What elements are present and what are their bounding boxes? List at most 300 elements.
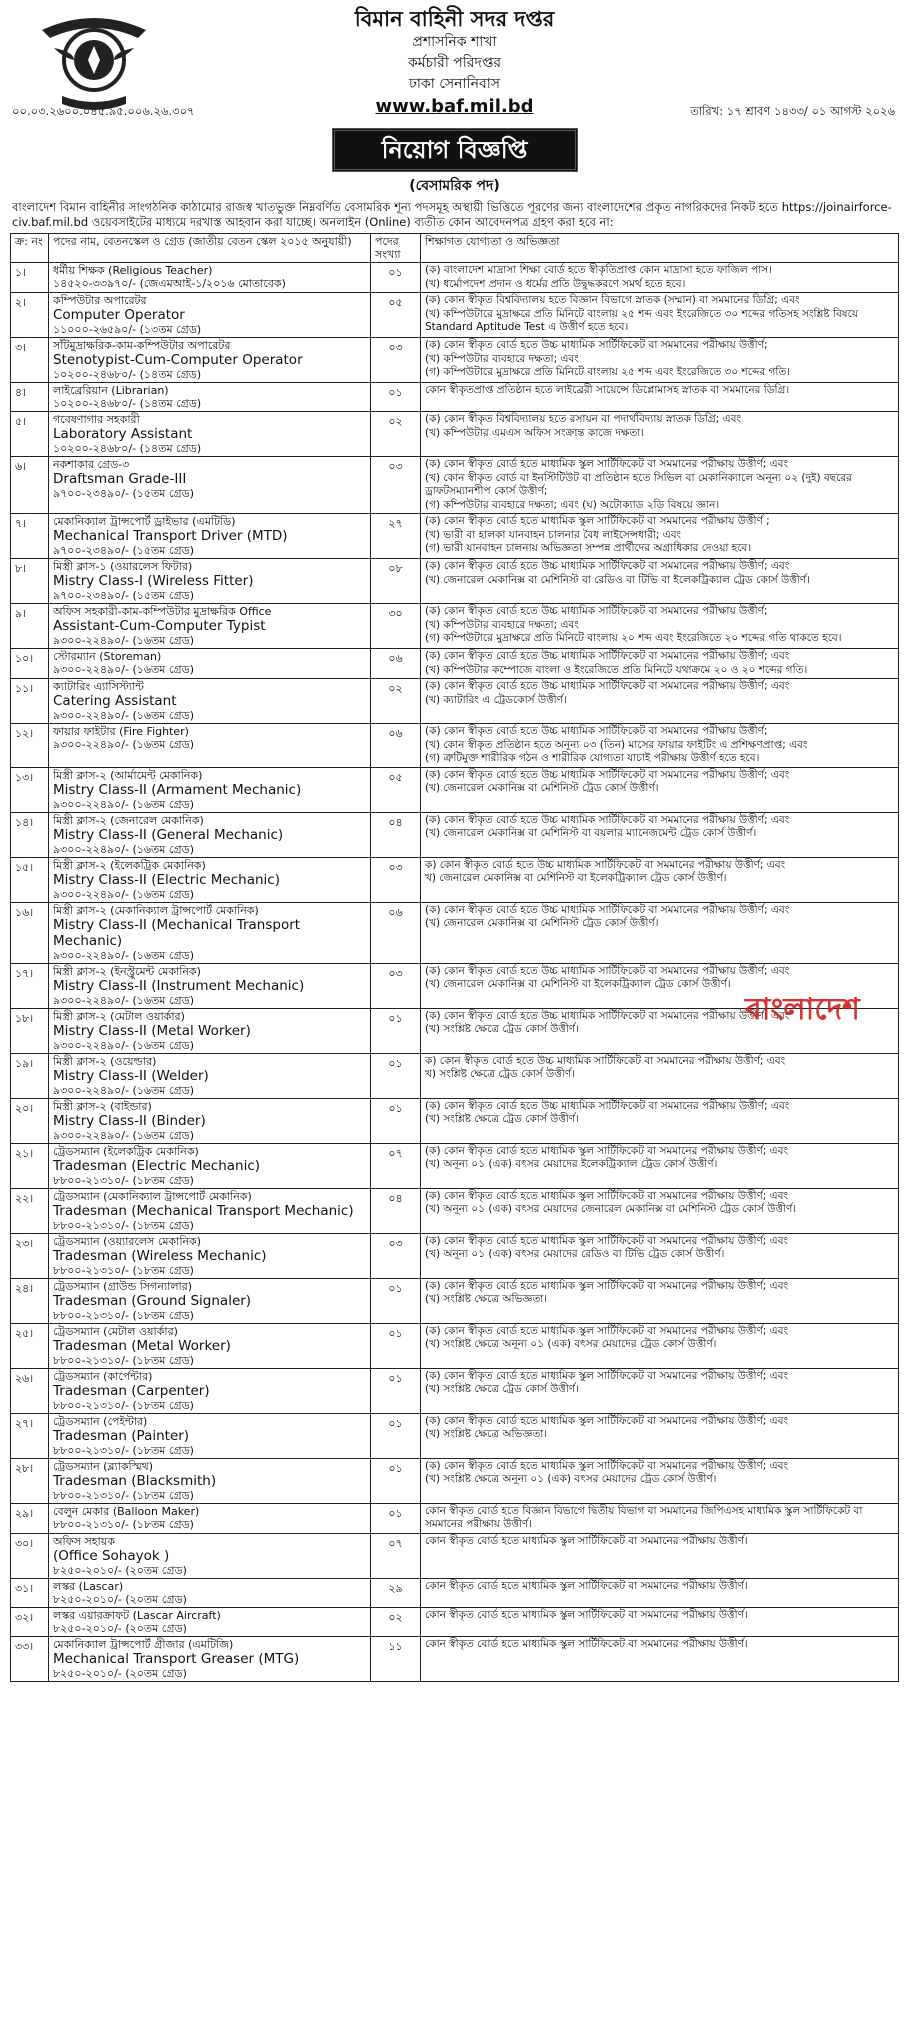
- qualification-line: (খ) ভারী বা হালকা যানবাহন চালনার বৈধ লাইসেন্সধারী; এবং: [425, 528, 682, 541]
- post-cell: [49, 383, 371, 412]
- post-count: ০১: [388, 1281, 403, 1295]
- qualification-cell: [421, 679, 899, 724]
- post-count: ০৩: [388, 460, 403, 473]
- post-cell: [49, 649, 371, 679]
- serial-cell: [11, 1458, 49, 1503]
- post-cell: [49, 412, 371, 457]
- branch: প্রশাসনিক শাখা: [412, 34, 497, 50]
- post-cell: [49, 1533, 371, 1578]
- serial-cell: [11, 1188, 49, 1233]
- col-serial: ক্র: নং: [11, 234, 49, 263]
- serial-number: ২৩।: [15, 1236, 34, 1250]
- post-count-cell: [371, 902, 421, 963]
- intro-paragraph: বাংলাদেশ বিমান বাহিনীর সাংগঠনিক কাঠামোর রাজস্ব খাতভুক্ত নিম্নবর্ণিত বেসামরিক শূন্য পদসমূহ অস্থায়ী ভিত্তিতে পূরণের জন্য বাংলাদেশের প্রকৃত নাগরিকদের নিকট হতে https://joinairforce-civ.baf.mil.bd ওয়েবসাইটের মাধ্যমে দরখাস্ত আহবান করা যাচ্ছে। অনলাইন (Online) ব্যতীত কোন আবেদনপত্র গ্রহণ করা হবে না:: [12, 200, 892, 229]
- table-row: [11, 649, 899, 679]
- post-cell: [49, 902, 371, 963]
- post-count: ০৬: [388, 652, 403, 665]
- qualification-cell: [421, 1323, 899, 1368]
- serial-cell: [11, 1607, 49, 1636]
- qualification-cell: [421, 383, 899, 412]
- post-count: ০৬: [388, 727, 403, 740]
- post-name-bn: লাইব্রেরিয়ান (Librarian): [53, 384, 169, 397]
- qualification-line: কোন স্বীকৃত বোর্ড হতে মাধ্যমিক স্কুল সার্টিফিকেট বা সমমানের পরীক্ষায় উত্তীর্ণ।: [425, 1608, 748, 1621]
- serial-cell: [11, 1578, 49, 1607]
- pay-scale: ৮৮০০-২১৩১০/- (১৮তম গ্রেড): [53, 1398, 194, 1412]
- table-row: [11, 1458, 899, 1503]
- post-count-cell: [371, 1053, 421, 1098]
- qualification-line: (খ) সংশ্লিষ্ট ক্ষেত্রে অভিজ্ঞতা।: [425, 1293, 548, 1305]
- qualification-line: (খ) অনূন্য ০১ (এক) বৎসর মেয়াদের রেডিও বা টিভি ট্রেড কোর্স উত্তীর্ণ।: [425, 1248, 725, 1260]
- post-name-bn: ট্রেডসম্যান (গ্রাউন্ড সিগন্যালার): [53, 1279, 193, 1293]
- post-count-cell: [371, 604, 421, 649]
- qualification-line: (ক) কোন স্বীকৃত বোর্ড হতে মাধ্যমিক স্কুল সার্টিফিকেট বা সমমানের পরীক্ষায় উত্তীর্ণ; এবং: [425, 1144, 789, 1157]
- serial-cell: [11, 1098, 49, 1143]
- qualification-line: (খ) অনূন্য ০১ (এক) বৎসর মেয়াদের ইলেকট্রিক্যাল ট্রেড কোর্স উত্তীর্ণ।: [425, 1158, 718, 1170]
- post-name-bn: ট্রেডসম্যান (মেটাল ওয়ার্কার): [53, 1324, 178, 1338]
- qualification-cell: [421, 559, 899, 604]
- post-count: ০১: [388, 1326, 403, 1340]
- qualification-line: (খ) ধর্মোপদেশ প্রদান ও ধর্মের প্রতি উদ্বুদ্ধকরণে সমর্থ হতে হবে।: [425, 277, 686, 290]
- qualification-cell: [421, 1578, 899, 1607]
- post-cell: [49, 679, 371, 724]
- qualification-line: কোন স্বীকৃতপ্রাপ্ত প্রতিষ্ঠান হতে লাইব্রেরী সায়েন্সে ডিপ্লোমাসহ স্নাতক বা সমমানের ডিগ্রি।: [425, 384, 790, 396]
- col-post: পদের নাম, বেতনস্কেল ও গ্রেড (জাতীয় বেতন স্কেল ২০১৫ অনুযায়ী): [49, 234, 371, 263]
- post-name-en: (Office Sohayok ): [53, 1547, 170, 1564]
- pay-scale: ৯৭০০-২৩৪৯০/- (১৫তম গ্রেড): [53, 487, 194, 500]
- post-name-en: Assistant-Cum-Computer Typist: [53, 618, 266, 634]
- post-cell: [49, 1578, 371, 1607]
- qualification-line: (ক) কোন স্বীকৃত বোর্ড হতে উচ্চ মাধ্যমিক সার্টিফিকেট বা সমমানের পরীক্ষায় উত্তীর্ণ;: [425, 725, 768, 737]
- qualification-line: কোন স্বীকৃত বোর্ড হতে মাধ্যমিক স্কুল সার্টিফিকেট বা সমমানের পরীক্ষায় উত্তীর্ণ।: [425, 1579, 748, 1592]
- post-name-bn: গবেষণাগার সহকারী: [53, 413, 140, 426]
- post-count: ০১: [388, 1371, 403, 1385]
- post-name-bn: ট্রেডসম্যান (ওয়্যারলেস মেকানিক): [53, 1234, 202, 1248]
- post-name-bn: অফিস সহায়ক: [53, 1534, 115, 1548]
- qualification-line: (গ) কম্পিউটার ব্যবহারে দক্ষতা; এবং (ঘ) অটোক্যাড ২ডি বিষয়ে জ্ঞান।: [425, 498, 720, 511]
- qualification-line: (ক) কোন স্বীকৃত বোর্ড হতে মাধ্যমিক স্কুল সার্টিফিকেট বা সমমানের পরীক্ষায় উত্তীর্ণ; এবং: [425, 458, 789, 470]
- table-row: [11, 1278, 899, 1323]
- post-cell: [49, 1143, 371, 1188]
- serial-number: ১।: [15, 266, 27, 279]
- post-name-bn: মিস্ত্রী ক্লাস-২ (আর্মামেন্ট মেকানিক): [53, 768, 203, 782]
- post-name-en: Tradesman (Painter): [53, 1427, 190, 1444]
- post-name-bn: ট্রেডসম্যান (ব্ল্যাকস্মিথ): [53, 1459, 154, 1473]
- serial-number: ১৫।: [15, 860, 34, 874]
- qualification-line: (ক) কোন স্বীকৃত বোর্ড হতে মাধ্যমিক স্কুল সার্টিফিকেট বা সমমানের পরীক্ষায় উত্তীর্ণ; এবং: [425, 1324, 789, 1337]
- post-count-cell: [371, 1188, 421, 1233]
- serial-cell: [11, 724, 49, 768]
- post-count: ০৩: [388, 341, 403, 354]
- qualification-line: খ) জেনারেল মেকানিক্স বা মেশিনিস্ট বা ইলেকট্রিক্যাল ট্রেড কোর্স উত্তীর্ণ।: [425, 872, 727, 884]
- serial-cell: [11, 812, 49, 857]
- qualification-line: (খ) অনূন্য ০১ (এক) বৎসর মেয়াদের জেনারেল মেকানিক্স বা মেশিনিস্ট ট্রেড কোর্স উত্তীর্ণ।: [425, 1203, 797, 1215]
- serial-cell: [11, 767, 49, 812]
- post-count-cell: [371, 1578, 421, 1607]
- pay-scale: ৮৮০০-২১৩১০/- (১৮তম গ্রেড): [53, 1353, 194, 1367]
- post-name-bn: মেকানিক্যাল ট্রান্সপোর্ট গ্রীজার (এমটিজি): [53, 1637, 234, 1651]
- qualification-line: (খ) জেনারেল মেকানিক্স বা মেশিনিস্ট বা বয়লার ম্যানেজমেন্ট ট্রেড কোর্স উত্তীর্ণ।: [425, 827, 757, 839]
- post-name-bn: মিস্ত্রী ক্লাস-২ (জেনারেল মেকানিক): [53, 813, 204, 827]
- post-name-en: Mistry Class-II (Instrument Mechanic): [53, 977, 305, 994]
- serial-number: ৫।: [15, 415, 27, 428]
- post-cell: [49, 963, 371, 1008]
- qualification-cell: [421, 1188, 899, 1233]
- post-count: ০৬: [388, 905, 403, 919]
- post-name-en: Mechanical Transport Greaser (MTG): [53, 1650, 300, 1667]
- qualification-cell: [421, 1533, 899, 1578]
- qualification-line: (ক) কোন স্বীকৃত বোর্ড হতে উচ্চ মাধ্যমিক সার্টিফিকেট বা সমমানের পরীক্ষায় উত্তীর্ণ;: [425, 605, 768, 617]
- post-cell: [49, 1053, 371, 1098]
- serial-cell: [11, 1413, 49, 1458]
- table-row: [11, 1323, 899, 1368]
- post-count-cell: [371, 1008, 421, 1053]
- post-count-cell: [371, 383, 421, 412]
- post-name-en: Mistry Class-II (Binder): [53, 1112, 206, 1129]
- post-name-en: Mistry Class-II (Mechanical Transport Mechanic): [53, 916, 301, 949]
- post-count-cell: [371, 263, 421, 293]
- post-count-cell: [371, 1368, 421, 1413]
- qualification-cell: [421, 293, 899, 338]
- serial-number: ১৯।: [15, 1056, 34, 1070]
- serial-number: ২৫।: [15, 1326, 34, 1340]
- col-count: পদের সংখ্যা: [371, 234, 421, 263]
- pay-scale: ৮৮০০-২১৩১০/- (১৮তম গ্রেড): [53, 1173, 194, 1187]
- pay-scale: ৮৮০০-২১৩১০/- (১৮তম গ্রেড): [53, 1308, 194, 1322]
- table-row: [11, 293, 899, 338]
- table-row: [11, 1413, 899, 1458]
- serial-cell: [11, 1278, 49, 1323]
- table-row: [11, 1503, 899, 1533]
- post-cell: [49, 293, 371, 338]
- qualification-line: কোন স্বীকৃত বোর্ড হতে মাধ্যমিক স্কুল সার্টিফিকেট বা সমমানের পরীক্ষায় উত্তীর্ণ।: [425, 1637, 748, 1650]
- qualification-line: ক) কোন স্বীকৃত বোর্ড হতে উচ্চ মাধ্যমিক সার্টিফিকেট বা সমমানের পরীক্ষায় উত্তীর্ণ; এবং: [425, 858, 786, 871]
- serial-number: ৪।: [15, 386, 27, 399]
- post-cell: [49, 1188, 371, 1233]
- qualification-line: (ক) কোন স্বীকৃত বোর্ড হতে উচ্চ মাধ্যমিক সার্টিফিকেট বা সমমানের পরীক্ষায় উত্তীর্ণ; এবং: [425, 1009, 790, 1022]
- table-row: [11, 412, 899, 457]
- post-count: ০১: [388, 1011, 403, 1025]
- table-row: [11, 457, 899, 514]
- pay-scale: ৮২৫০-২০১০/- (২০তম গ্রেড): [53, 1621, 187, 1635]
- post-name-bn: মিস্ত্রী ক্লাস-২ (মেকানিক্যাল ট্রান্সপোর্ট মেকানিক): [53, 903, 259, 917]
- serial-cell: [11, 1503, 49, 1533]
- post-count: ০১: [388, 1506, 403, 1520]
- post-name-bn: নকশাকার গ্রেড-৩: [53, 458, 130, 471]
- post-count-cell: [371, 1098, 421, 1143]
- post-name-en: Catering Assistant: [53, 693, 177, 709]
- post-name-en: Tradesman (Mechanical Transport Mechanic): [53, 1202, 354, 1219]
- post-name-en: Tradesman (Ground Signaler): [53, 1292, 252, 1309]
- serial-number: ৯।: [15, 607, 27, 620]
- serial-cell: [11, 902, 49, 963]
- post-name-bn: ট্রেডসম্যান (পেইন্টার): [53, 1414, 148, 1428]
- post-count: ০১: [388, 1461, 403, 1475]
- post-count: ০৭: [388, 1146, 403, 1160]
- pay-scale: ৮২৫০-২০১০/- (২০তম গ্রেড): [53, 1563, 187, 1577]
- post-name-bn: মিস্ত্রী ক্লাস-২ (ইলেকট্রিক মেকানিক): [53, 858, 206, 872]
- post-name-en: Tradesman (Wireless Mechanic): [53, 1247, 267, 1264]
- pay-scale: ৯৭০০-২৩৪৯০/- (১৫তম গ্রেড): [53, 589, 194, 602]
- table-row: [11, 857, 899, 902]
- qualification-line: (গ) ত্রুটিমুক্ত শারীরিক গঠন ও শারীরিক যোগ্যতা যাচাই পরীক্ষায় উত্তীর্ণ হতে হবে।: [425, 752, 760, 764]
- issue-date: তারিখ: ১৭ শ্রাবণ ১৪৩৩/ ০১ আগস্ট ২০২৬: [690, 104, 895, 118]
- post-name-en: Mistry Class-II (Metal Worker): [53, 1022, 251, 1039]
- post-name-en: Laboratory Assistant: [53, 426, 193, 442]
- qualification-line: (খ) সংশ্লিষ্ট ক্ষেত্রে অভিজ্ঞতা।: [425, 1428, 548, 1440]
- qualification-line: (ক) বাংলাদেশ মাদ্রাসা শিক্ষা বোর্ড হতে স্বীকৃতিপ্রাপ্ত কোন মাদ্রাসা হতে ফাজিল পাস।: [425, 264, 772, 276]
- table-row: [11, 1636, 899, 1681]
- table-row: [11, 263, 899, 293]
- post-count-cell: [371, 1233, 421, 1278]
- qualification-line: (খ) কম্পিউটার কম্পোজে বাংলা ও ইংরেজিতে প্রতি মিনিটে যথাক্রমে ২০ ও ২০ শব্দের গতি।: [425, 663, 808, 676]
- serial-cell: [11, 963, 49, 1008]
- serial-number: ৩২।: [15, 1610, 34, 1624]
- post-cell: [49, 559, 371, 604]
- serial-number: ৮।: [15, 562, 27, 575]
- qualification-line: (ক) কোন স্বীকৃত বোর্ড হতে মাধ্যমিক স্কুল সার্টিফিকেট বা সমমানের পরীক্ষায় উত্তীর্ণ; এবং: [425, 1369, 789, 1382]
- serial-cell: [11, 1533, 49, 1578]
- qualification-line: (ক) কোন স্বীকৃত বোর্ড হতে মাধ্যমিক স্কুল সার্টিফিকেট বা সমমানের পরীক্ষায় উত্তীর্ণ ;: [425, 515, 770, 527]
- post-cell: [49, 1458, 371, 1503]
- post-name-bn: ট্রেডসম্যান (মেকানিক্যাল ট্রান্সপোর্ট মেকানিক): [53, 1189, 252, 1203]
- qualification-cell: [421, 263, 899, 293]
- post-cell: [49, 1503, 371, 1533]
- qualification-line: (ক) কোন স্বীকৃত বোর্ড হতে মাধ্যমিক স্কুল সার্টিফিকেট বা সমমানের পরীক্ষায় উত্তীর্ণ; এবং: [425, 1234, 789, 1247]
- serial-cell: [11, 338, 49, 383]
- serial-number: ১০।: [15, 652, 34, 665]
- post-name-bn: অফিস সহকারী-কাম-কম্পিউটার মুদ্রাক্ষরিক Office: [53, 605, 272, 618]
- serial-cell: [11, 263, 49, 293]
- post-count-cell: [371, 767, 421, 812]
- post-count: ৩০: [388, 607, 403, 620]
- pay-scale: ৮৮০০-২১৩১০/- (১৮তম গ্রেড): [53, 1263, 194, 1277]
- pay-scale: ৯৩০০-২২৪৯০/- (১৬তম গ্রেড): [53, 1083, 194, 1097]
- post-name-bn: কম্পিউটার অপারেটর: [53, 294, 147, 307]
- pay-scale: ১০২০০-২৪৬৮০/- (১৪তম গ্রেড): [53, 368, 202, 381]
- qualification-line: (ক) কোন স্বীকৃত বোর্ড হতে উচ্চ মাধ্যমিক সার্টিফিকেট বা সমমানের পরীক্ষায় উত্তীর্ণ; এবং: [425, 964, 790, 977]
- serial-number: ২৪।: [15, 1281, 34, 1295]
- table-row: [11, 812, 899, 857]
- qualification-cell: [421, 1143, 899, 1188]
- post-cell: [49, 724, 371, 768]
- qualification-line: (ক) কোন স্বীকৃত বোর্ড হতে উচ্চ মাধ্যমিক সার্টিফিকেট বা সমমানের পরীক্ষায় উত্তীর্ণ; এবং: [425, 680, 790, 692]
- post-count-cell: [371, 1278, 421, 1323]
- post-name-bn: ট্রেডসম্যান (কার্পেন্টার): [53, 1369, 153, 1383]
- vacancy-rows: [11, 263, 899, 1682]
- table-row: [11, 1368, 899, 1413]
- qualification-line: ক) কোন স্বীকৃত বোর্ড হতে উচ্চ মাধ্যমিক সার্টিফিকেট বা সমমানের পরীক্ষায় উত্তীর্ণ; এবং: [425, 1054, 786, 1067]
- serial-number: ৭।: [15, 517, 27, 530]
- qualification-line: খ) সংশ্লিষ্ট ক্ষেত্রে ট্রেড কোর্স উত্তীর্ণ।: [425, 1068, 575, 1080]
- serial-cell: [11, 1368, 49, 1413]
- post-count: ০১: [388, 386, 403, 399]
- qualification-line: (ক) কোন স্বীকৃত বোর্ড হতে উচ্চ মাধ্যমিক সার্টিফিকেট বা সমমানের পরীক্ষায় উত্তীর্ণ; এবং: [425, 903, 790, 916]
- post-count-cell: [371, 1458, 421, 1503]
- pay-scale: ৯৩০০-২২৪৯০/- (১৬তম গ্রেড): [53, 634, 194, 647]
- post-count: ০৫: [388, 296, 403, 309]
- notice-subtitle: (বেসামরিক পদ): [409, 178, 500, 194]
- post-count-cell: [371, 649, 421, 679]
- post-name-en: Mistry Class-II (Welder): [53, 1067, 209, 1084]
- serial-number: ১৭।: [15, 966, 34, 980]
- pay-scale: ১৪৫২০-৩৩৯৭০/- (জেএমআই-১/২০১৬ মোতাবেক): [53, 277, 286, 290]
- post-count-cell: [371, 1143, 421, 1188]
- table-row: [11, 767, 899, 812]
- qualification-line: (খ) কোন স্বীকৃত বোর্ড বা ইনস্টিটিউট বা প্রতিষ্ঠান হতে সিভিল বা মেকানিক্যালে অনূন্য ০২ (দুই) বছরের ড্রাফটসম্যানশীপ কোর্স উত্তীর্ণ;: [425, 471, 852, 497]
- serial-number: ২১।: [15, 1146, 34, 1160]
- serial-cell: [11, 412, 49, 457]
- qualification-line: (খ) জেনারেল মেকানিক্স বা মেশিনিস্ট ট্রেড কোর্স উত্তীর্ণ।: [425, 917, 659, 929]
- post-count: ০৩: [388, 860, 403, 874]
- pay-scale: ৮২৫০-২০১০/- (২০তম গ্রেড): [53, 1592, 187, 1606]
- serial-number: ১৬।: [15, 905, 34, 919]
- qualification-line: (ক) কোন স্বীকৃত বোর্ড হতে মাধ্যমিক স্কুল সার্টিফিকেট বা সমমানের পরীক্ষায় উত্তীর্ণ; এবং: [425, 1414, 789, 1427]
- post-cell: [49, 1098, 371, 1143]
- post-cell: [49, 1008, 371, 1053]
- post-name-en: Draftsman Grade-III: [53, 471, 187, 487]
- post-cell: [49, 338, 371, 383]
- qualification-line: (খ) কোন স্বীকৃত প্রতিষ্ঠান হতে অনূন্য ০৩ (তিন) মাসের ফায়ার ফাইটিং এ প্রশিক্ষণপ্রাপ্ত; এবং: [425, 738, 808, 751]
- qualification-cell: [421, 1636, 899, 1681]
- post-name-bn: স্টোরম্যান (Storeman): [53, 650, 162, 663]
- post-count: ১১: [388, 1639, 403, 1653]
- pay-scale: ৯৩০০-২২৪৯০/- (১৬তম গ্রেড): [53, 993, 194, 1007]
- qualification-line: (খ) সংশ্লিষ্ট ক্ষেত্রে ট্রেড কোর্স উত্তীর্ণ।: [425, 1113, 579, 1125]
- post-count: ০১: [388, 1416, 403, 1430]
- post-count-cell: [371, 1413, 421, 1458]
- table-row: [11, 1578, 899, 1607]
- pay-scale: ১০২০০-২৪৬৮০/- (১৪তম গ্রেড): [53, 442, 202, 455]
- qualification-line: (ক) কোন স্বীকৃত বোর্ড হতে মাধ্যমিক স্কুল সার্টিফিকেট বা সমমানের পরীক্ষায় উত্তীর্ণ; এবং: [425, 1279, 789, 1292]
- post-count-cell: [371, 724, 421, 768]
- serial-number: ১২।: [15, 727, 34, 740]
- post-name-bn: মিস্ত্রী ক্লাস-২ (ইনস্ট্রুমেন্ট মেকানিক): [53, 964, 201, 978]
- serial-number: ১৮।: [15, 1011, 34, 1025]
- qualification-line: (খ) সংশ্লিষ্ট ক্ষেত্রে ট্রেড কোর্স উত্তীর্ণ।: [425, 1023, 579, 1035]
- table-row: [11, 514, 899, 559]
- post-cell: [49, 767, 371, 812]
- post-name-en: Mistry Class-I (Wireless Fitter): [53, 573, 254, 589]
- serial-cell: [11, 649, 49, 679]
- qualification-line: (খ) ক্যাটারিং এ ট্রেডকোর্স উত্তীর্ণ।: [425, 693, 567, 706]
- qualification-cell: [421, 857, 899, 902]
- qualification-line: কোন স্বীকৃত বোর্ড হতে বিজ্ঞান বিভাগে দ্বিতীয় বিভাগ বা সমমানের জিপিএসহ মাধ্যমিক স্কুল সার্টিফিকেট বা সমমানের পরীক্ষায় উত্তীর্ণ।: [425, 1504, 863, 1530]
- pay-scale: ৯৩০০-২২৪৯০/- (১৬তম গ্রেড): [53, 797, 194, 811]
- post-name-bn: মিস্ত্রী ক্লাস-২ (ওয়েল্ডার): [53, 1054, 157, 1068]
- qualification-line: (খ) জেনারেল মেকানিক্স বা মেশিনিস্ট বা ইলেকট্রিক্যাল ট্রেড কোর্স উত্তীর্ণ।: [425, 978, 731, 990]
- qualification-cell: [421, 604, 899, 649]
- table-row: [11, 1533, 899, 1578]
- qualification-line: (ক) কোন স্বীকৃত বিশ্ববিদ্যালয় হতে বিজ্ঞান বিভাগে স্নাতক (সম্মান) বা সমমানের ডিগ্রি; এবং: [425, 294, 800, 306]
- pay-scale: ৯৩০০-২২৪৯০/- (১৬তম গ্রেড): [53, 709, 194, 722]
- table-row: [11, 902, 899, 963]
- table-row: [11, 724, 899, 768]
- pay-scale: ৯৩০০-২২৪৯০/- (১৬তম গ্রেড): [53, 887, 194, 901]
- qualification-line: (গ) কম্পিউটারে মুদ্রাক্ষরে প্রতি মিনিটে বাংলায় ২০ শব্দ এবং ইংরেজিতে ২০ শব্দের গতি থাকতে হবে।: [425, 632, 842, 644]
- qualification-line: (খ) জেনারেল মেকানিক্স বা মেশিনিস্ট ট্রেড কোর্স উত্তীর্ণ।: [425, 782, 659, 794]
- table-row: [11, 1607, 899, 1636]
- post-cell: [49, 1636, 371, 1681]
- pay-scale: ৮৮০০-২১৩১০/- (১৮তম গ্রেড): [53, 1488, 194, 1502]
- pay-scale: ৯৩০০-২২৪৯০/- (১৬তম গ্রেড): [53, 1038, 194, 1052]
- table-row: [11, 679, 899, 724]
- post-cell: [49, 1413, 371, 1458]
- qualification-cell: [421, 767, 899, 812]
- serial-number: ২৯।: [15, 1506, 34, 1520]
- qualification-line: (খ) কম্পিউটারে মুদ্রাক্ষরে প্রতি মিনিটে বাংলায় ২৫ শব্দ এবং ইংরেজিতে ৩০ শব্দের গতিসহ সংশ্লিষ্ট বিষয়ে Standard Aptitude Test এ উত্তীর্ণ হতে হবে।: [425, 307, 858, 333]
- post-count: ০৪: [388, 815, 403, 829]
- post-name-bn: মেকানিক্যাল ট্রান্সপোর্ট ড্রাইভার (এমটিডি): [53, 515, 236, 528]
- post-name-en: Mistry Class-II (General Mechanic): [53, 826, 284, 843]
- qualification-line: (ক) কোন স্বীকৃত বোর্ড হতে উচ্চ মাধ্যমিক সার্টিফিকেট বা সমমানের পরীক্ষায় উত্তীর্ণ; এবং: [425, 813, 790, 826]
- serial-number: ৩০।: [15, 1536, 34, 1550]
- post-cell: [49, 457, 371, 514]
- serial-number: ২৭।: [15, 1416, 34, 1430]
- post-name-bn: ট্রেডসম্যান (ইলেকট্রিক মেকানিক): [53, 1144, 199, 1158]
- serial-cell: [11, 457, 49, 514]
- qualification-line: (খ) কম্পিউটার ব্যবহারে দক্ষতা; এবং: [425, 618, 579, 631]
- qualification-line: (খ) সংশ্লিষ্ট ক্ষেত্রে অনূন্য ০১ (এক) বৎসর মেয়াদের ট্রেড কোর্স উত্তীর্ণ।: [425, 1338, 717, 1350]
- serial-cell: [11, 857, 49, 902]
- notice-title: নিয়োগ বিজ্ঞপ্তি: [332, 128, 578, 172]
- qualification-line: (গ) কম্পিউটারে মুদ্রাক্ষরে প্রতি মিনিটে বাংলায় ২৫ শব্দ এবং ইংরেজিতে ৩০ শব্দের গতি।: [425, 366, 790, 378]
- post-name-bn: মিস্ত্রী ক্লাস-২ (বাইন্ডার): [53, 1099, 152, 1113]
- post-count-cell: [371, 812, 421, 857]
- post-name-bn: মিস্ত্রী ক্লাস-২ (মেটাল ওয়ার্কার): [53, 1009, 185, 1023]
- pay-scale: ৮৮০০-২১৩১০/- (১৮তম গ্রেড): [53, 1218, 194, 1232]
- org-name: বিমান বাহিনী সদর দপ্তর: [354, 6, 555, 31]
- qualification-cell: [421, 1413, 899, 1458]
- qualification-line: (ক) কোন স্বীকৃত বোর্ড হতে উচ্চ মাধ্যমিক সার্টিফিকেট বা সমমানের পরীক্ষায় উত্তীর্ণ; এবং: [425, 560, 790, 572]
- table-row: [11, 1233, 899, 1278]
- header: [10, 0, 899, 128]
- post-count-cell: [371, 457, 421, 514]
- location: ঢাকা সেনানিবাস: [408, 76, 501, 92]
- pay-scale: ৮৮০০-২১৩১০/- (১৮তম গ্রেড): [53, 1517, 194, 1531]
- pay-scale: ৯৩০০-২২৪৯০/- (১৬তম গ্রেড): [53, 738, 194, 751]
- post-name-en: Mechanical Transport Driver (MTD): [53, 528, 288, 544]
- serial-cell: [11, 1233, 49, 1278]
- table-row: [11, 1098, 899, 1143]
- qualification-line: (ক) কোন স্বীকৃত বোর্ড হতে উচ্চ মাধ্যমিক সার্টিফিকেট বা সমমানের পরীক্ষায় উত্তীর্ণ; এবং: [425, 768, 790, 781]
- post-name-bn: ধর্মীয় শিক্ষক (Religious Teacher): [53, 264, 213, 277]
- post-count-cell: [371, 1636, 421, 1681]
- post-count-cell: [371, 338, 421, 383]
- table-row: [11, 1053, 899, 1098]
- pay-scale: ৮৮০০-২১৩১০/- (১৮তম গ্রেড): [53, 1443, 194, 1457]
- serial-number: ২।: [15, 296, 27, 309]
- post-count: ০৪: [388, 1191, 403, 1205]
- post-name-en: Tradesman (Metal Worker): [53, 1337, 231, 1354]
- qualification-line: (ক) কোন স্বীকৃত বোর্ড হতে মাধ্যমিক স্কুল সার্টিফিকেট বা সমমানের পরীক্ষায় উত্তীর্ণ; এবং: [425, 1459, 789, 1472]
- qualification-cell: [421, 812, 899, 857]
- serial-cell: [11, 1323, 49, 1368]
- post-cell: [49, 1607, 371, 1636]
- table-row: [11, 604, 899, 649]
- vacancy-table: [10, 233, 899, 1682]
- post-count: ০৩: [388, 966, 403, 980]
- serial-cell: [11, 1008, 49, 1053]
- post-count: ০৫: [388, 770, 403, 784]
- qualification-cell: [421, 412, 899, 457]
- serial-cell: [11, 604, 49, 649]
- serial-cell: [11, 1143, 49, 1188]
- post-count: ০৮: [388, 562, 403, 575]
- website-link[interactable]: www.baf.mil.bd: [375, 96, 534, 117]
- serial-number: ১১।: [15, 682, 34, 695]
- table-row: [11, 559, 899, 604]
- post-count-cell: [371, 514, 421, 559]
